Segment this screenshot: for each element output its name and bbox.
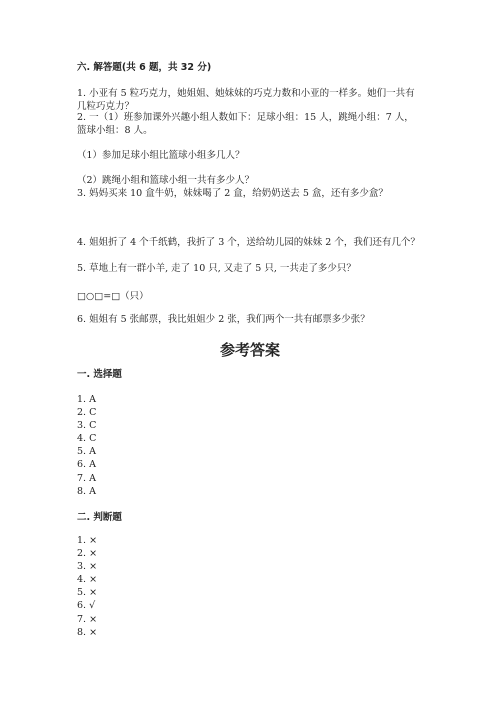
answers-part2-list — [77, 534, 97, 639]
question-3: 3. 妈妈买来 10 盒牛奶，妹妹喝了 2 盒，给奶奶送去 5 盒，还有多少盒？ — [77, 188, 388, 199]
question-2-part-1: （1）参加足球小组比篮球小组多几人？ — [77, 150, 245, 161]
list-item: 6. √ — [77, 600, 96, 612]
list-item: 3. × — [77, 561, 98, 573]
list-item: 1. A — [77, 394, 96, 405]
list-item: 3. C — [77, 420, 97, 432]
list-item: 4. × — [77, 574, 98, 586]
question-5-formula: □○□=□（只） — [77, 291, 149, 302]
question-2: 2. 一（1）班参加课外兴趣小组人数如下：足球小组：15 人，跳绳小组：7 人，篮球小组：8 人。 — [77, 112, 414, 136]
list-item: 2. × — [77, 548, 98, 560]
answers-part2-heading: 二. 判断题 — [77, 512, 122, 523]
list-item: 8. × — [77, 626, 98, 638]
answers-part1-list — [77, 393, 96, 498]
list-item: 7. A — [77, 472, 96, 484]
list-item: 1. × — [77, 535, 98, 546]
question-2-part-2: （2）跳绳小组和篮球小组一共有多少人？ — [77, 175, 255, 186]
list-item: 5. × — [77, 587, 98, 599]
question-5: 5. 草地上有一群小羊, 走了 10 只, 又走了 5 只, 一共走了多少只？ — [77, 263, 356, 274]
question-1: 1. 小亚有 5 粒巧克力，她姐姐、她妹妹的巧克力数和小亚的一样多。她们一共有几粒巧克力？ — [77, 88, 415, 112]
list-item: 6. A — [77, 459, 96, 471]
answers-part1-heading: 一. 选择题 — [77, 369, 122, 380]
list-item: 2. C — [77, 407, 97, 419]
list-item: 5. A — [77, 446, 96, 458]
list-item: 7. × — [77, 613, 98, 625]
section-heading: 六. 解答题(共 6 题，共 32 分) — [77, 62, 212, 73]
list-item: 8. A — [77, 485, 96, 497]
question-6: 6. 姐姐有 5 张邮票，我比姐姐少 2 张，我们两个一共有邮票多少张？ — [77, 314, 370, 325]
answer-key-title: 参考答案 — [219, 341, 280, 359]
question-4: 4. 姐姐折了 4 个千纸鹤，我折了 3 个，送给幼儿园的妹妹 2 个，我们还有几个？ — [77, 237, 420, 248]
list-item: 4. C — [77, 433, 97, 445]
